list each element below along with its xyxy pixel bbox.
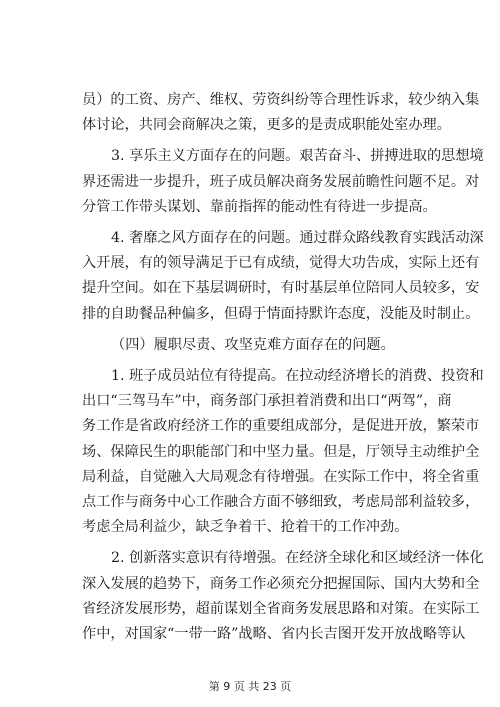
- paragraph-hedonism: [82, 144, 484, 220]
- text-line: 排的自助餐品种偏多，但碍于情面持默许态度，没能及时制止。: [82, 305, 480, 322]
- text-line: 员）的工资、房产、维权、劳资纠纷等合理性诉求，较少纳入集: [82, 92, 480, 108]
- text-line: 深入发展的趋势下，商务工作必须充分把握国际、国内大势和全: [82, 575, 480, 592]
- text-line: （四）履职尽责、攻坚克难方面存在的问题。: [111, 336, 395, 353]
- body-text: [82, 88, 484, 647]
- text-line: 考虑全局利益少，缺乏争着干、抢着干的工作冲劲。: [82, 519, 409, 536]
- text-line: 体讨论，共同会商解决之策，更多的是责成职能处室办理。: [82, 117, 451, 134]
- text-line: 4. 奢靡之风方面存在的问题。通过群众路线教育实践活动深: [111, 230, 484, 247]
- text-line: 3. 享乐主义方面存在的问题。艰苦奋斗、拼搏进取的思想境: [111, 148, 484, 165]
- text-line: 务工作是省政府经济工作的重要组成部分，是促进开放，繁荣市: [82, 418, 480, 435]
- text-line: 界还需进一步提升，班子成员解决商务发展前瞻性问题不足。对: [82, 173, 480, 190]
- text-line: 分管工作带头谋划、靠前指挥的能动性有待进一步提高。: [82, 198, 437, 215]
- paragraph-continuation: [82, 88, 480, 138]
- text-line: 作中，对国家“一带一路”战略、省内长吉图开发开放战略等认: [82, 626, 466, 643]
- paragraph-standpoint: [82, 364, 484, 540]
- text-line: 2. 创新落实意识有待增强。在经济全球化和区域经济一体化: [111, 550, 484, 567]
- text-line: 出口“三驾马车”中，商务部门承担着消费和出口“两驾”，商: [82, 393, 452, 410]
- text-line: 局利益，自觉融入大局观念有待增强。在实际工作中，将全省重: [82, 468, 480, 485]
- text-line: 点工作与商务中心工作融合方面不够细致，考虑局部利益较多，: [82, 494, 480, 511]
- text-line: 入开展，有的领导满足于已有成绩，觉得大功告成，实际上还有: [82, 255, 480, 272]
- text-line: 提升空间。如在下基层调研时，有时基层单位陪同人员较多，安: [82, 280, 480, 297]
- text-line: 1. 班子成员站位有待提高。在拉动经济增长的消费、投资和: [111, 368, 484, 385]
- page-number-footer: 第 9 页 共 23 页: [208, 680, 292, 693]
- section-heading: [82, 333, 432, 358]
- text-line: 省经济发展形势，超前谋划全省商务发展思路和对策。在实际工: [82, 600, 480, 617]
- text-line: 场、保障民生的职能部门和中坚力量。但是，厅领导主动维护全: [82, 443, 480, 460]
- paragraph-extravagance: [82, 226, 484, 327]
- paragraph-innovation: [82, 546, 484, 647]
